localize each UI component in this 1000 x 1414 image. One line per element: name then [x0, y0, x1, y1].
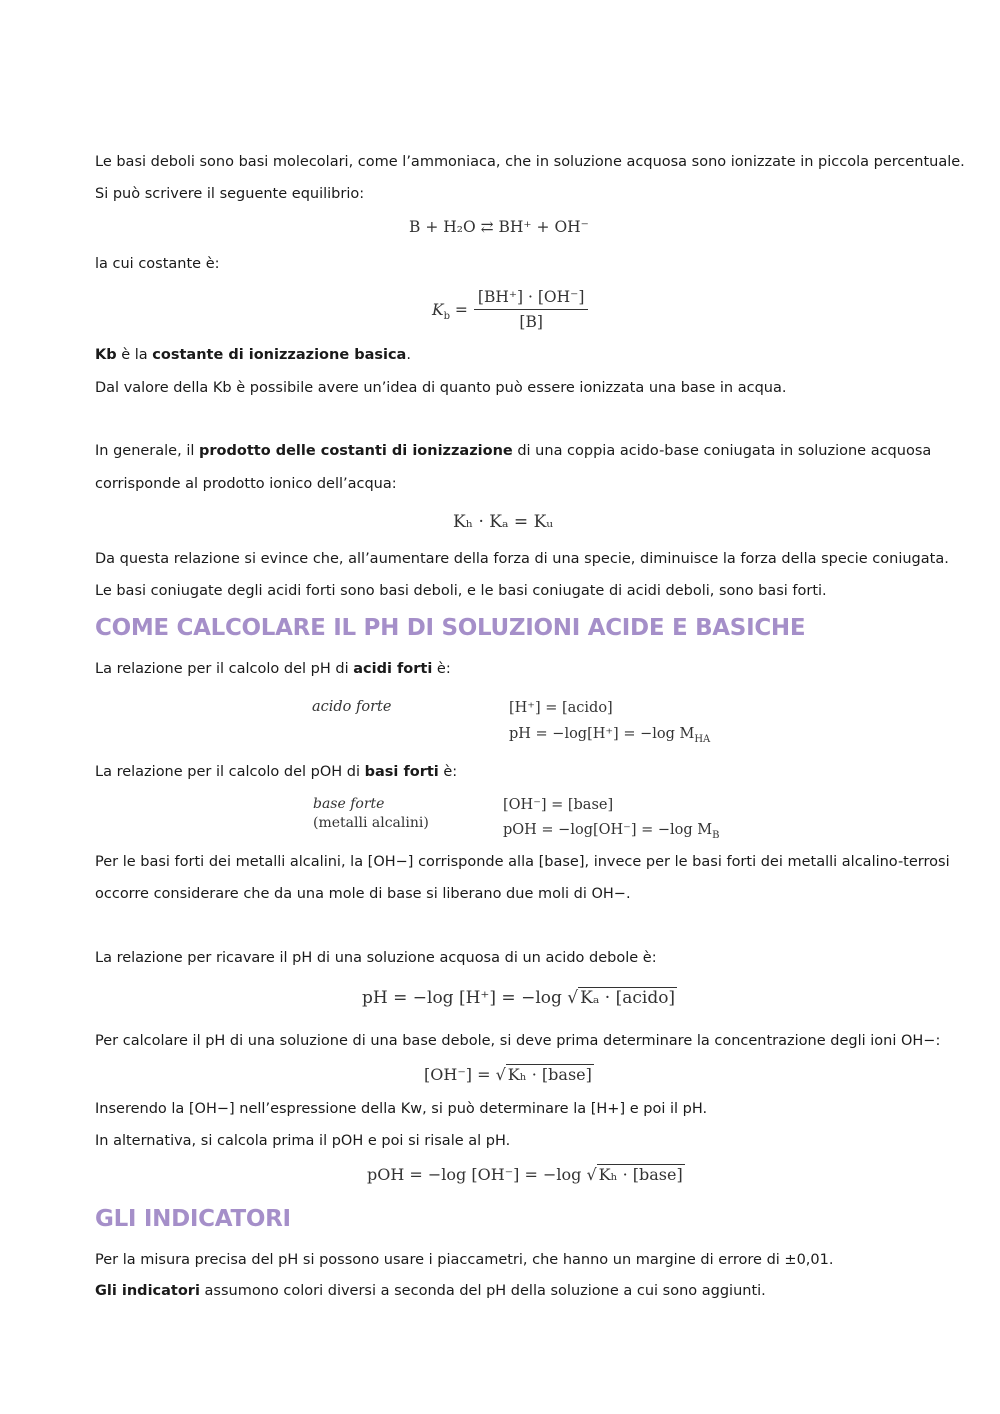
- equation-radicand: Kₐ · [acido]: [580, 988, 676, 1008]
- paragraph-weak-bases: Le basi deboli sono basi molecolari, come l’ammoniaca, che in soluzione acquosa sono ionizzate in piccola percentuale.: [95, 154, 965, 170]
- equation-strong-acid-1: [H⁺] = [acido]: [509, 700, 613, 716]
- paragraph-constant-intro: la cui costante è:: [95, 256, 220, 272]
- text-fragment: La relazione per il calcolo del pH di: [95, 661, 354, 677]
- term-strong-bases: basi forti: [364, 764, 439, 780]
- equation-text: pOH = −log[OH⁻] = −log M: [503, 822, 713, 838]
- term-kb: Kb: [95, 347, 117, 363]
- paragraph-strength-relation: Da questa relazione si evince che, all’aumentare della forza di una specie, diminuisce la forza della specie coniugata.: [95, 551, 949, 567]
- equation-radicand: Kₕ · [base]: [507, 1065, 592, 1084]
- text-fragment: è:: [438, 764, 458, 780]
- paragraph-ph-meters: Per la misura precisa del pH si possono usare i piaccametri, che hanno un margine di errore di ±0,01.: [95, 1252, 834, 1268]
- paragraph-strong-bases-intro: [95, 762, 457, 782]
- paragraph-alternative-poh: In alternativa, si calcola prima il pOH e poi si risale al pH.: [95, 1133, 511, 1149]
- equation-strong-acid-2: [509, 724, 710, 744]
- text-fragment: assumono colori diversi a seconda del pH della soluzione a cui sono aggiunti.: [199, 1283, 766, 1299]
- equation-weak-base-poh: [367, 1165, 685, 1185]
- paragraph-strong-acids-intro: [95, 659, 451, 679]
- paragraph-alkali-metals: Per le basi forti dei metalli alcalini, la [OH−] corrisponde alla [base], invece per le basi forti dei metalli alcalino-terrosi: [95, 854, 950, 870]
- equation-weak-acid-ph: [362, 988, 677, 1008]
- text-fragment: è la: [116, 347, 153, 363]
- equation-text: [OH⁻] = √: [424, 1065, 506, 1084]
- equation-subscript: B: [712, 829, 720, 841]
- equation-radicand: Kₕ · [base]: [598, 1165, 683, 1184]
- equation-weak-base-oh: [424, 1065, 594, 1085]
- paragraph-insert-oh: Inserendo la [OH−] nell’espressione della Kw, si può determinare la [H+] e poi il pH.: [95, 1101, 708, 1117]
- text-fragment: è:: [432, 661, 451, 677]
- term-product-constants: prodotto delle costanti di ionizzazione: [199, 443, 513, 459]
- equation-kb: $K_b$ = $\frac{[BH^+] \cdot [OH^-]}{[B]}$: [432, 287, 588, 332]
- equation-strong-base-2: [503, 820, 719, 840]
- paragraph-weak-base-intro: Per calcolare il pH di una soluzione di una base debole, si deve prima determinare la concentrazione degli ioni OH−:: [95, 1033, 941, 1049]
- term-indicators: Gli indicatori: [95, 1283, 200, 1299]
- term-basic-ionization-constant: costante di ionizzazione basica: [152, 347, 407, 363]
- paragraph-product-constants: [95, 441, 931, 461]
- paragraph-conjugate-bases: Le basi coniugate degli acidi forti sono basi deboli, e le basi coniugate di acidi deboli, sono basi forti.: [95, 583, 827, 599]
- term-strong-acids: acidi forti: [353, 661, 433, 677]
- label-strong-base: base forte: [313, 796, 385, 812]
- equation-text: pOH = −log [OH⁻] = −log √: [367, 1165, 597, 1184]
- paragraph-indicators: [95, 1281, 766, 1301]
- kb-subscript: b: [443, 310, 450, 322]
- kb-denominator: [B]: [519, 313, 543, 331]
- equation-strong-base-1: [OH⁻] = [base]: [503, 797, 614, 813]
- equation-text: pH = −log [H⁺] = −log √: [362, 988, 579, 1008]
- equation-base-equilibrium: B + H₂O ⇄ BH⁺ + OH⁻: [409, 218, 589, 236]
- kb-symbol: K: [432, 300, 444, 319]
- label-strong-acid: acido forte: [312, 699, 392, 715]
- kb-numerator: [BH⁺] · [OH⁻]: [474, 287, 588, 310]
- text-fragment: La relazione per il calcolo del pOH di: [95, 764, 365, 780]
- paragraph-kb-meaning: Dal valore della Kb è possibile avere un’idea di quanto può essere ionizzata una base in acqua.: [95, 380, 787, 396]
- text-fragment: .: [406, 347, 411, 363]
- paragraph-kb-definition: [95, 345, 411, 365]
- text-fragment: di una coppia acido-base coniugata in soluzione acquosa: [512, 443, 932, 459]
- equation-kw: Kₕ · Kₐ = Kᵤ: [453, 512, 554, 532]
- equation-subscript: HA: [694, 733, 711, 745]
- paragraph-alkaline-earth: occorre considerare che da una mole di base si liberano due moli di OH−.: [95, 886, 631, 902]
- equation-text: pH = −log[H⁺] = −log M: [509, 726, 695, 742]
- paragraph-equilibrium-intro: Si può scrivere il seguente equilibrio:: [95, 186, 365, 202]
- paragraph-water-product: corrisponde al prodotto ionico dell’acqua:: [95, 476, 397, 492]
- label-alkali-metals: (metalli alcalini): [313, 815, 429, 831]
- paragraph-weak-acid-intro: La relazione per ricavare il pH di una soluzione acquosa di un acido debole è:: [95, 950, 657, 966]
- section-heading-ph-calculation: COME CALCOLARE IL PH DI SOLUZIONI ACIDE E BASICHE: [95, 615, 806, 641]
- kb-fraction: [474, 287, 588, 332]
- text-fragment: In generale, il: [95, 443, 199, 459]
- section-heading-indicators: GLI INDICATORI: [95, 1206, 291, 1232]
